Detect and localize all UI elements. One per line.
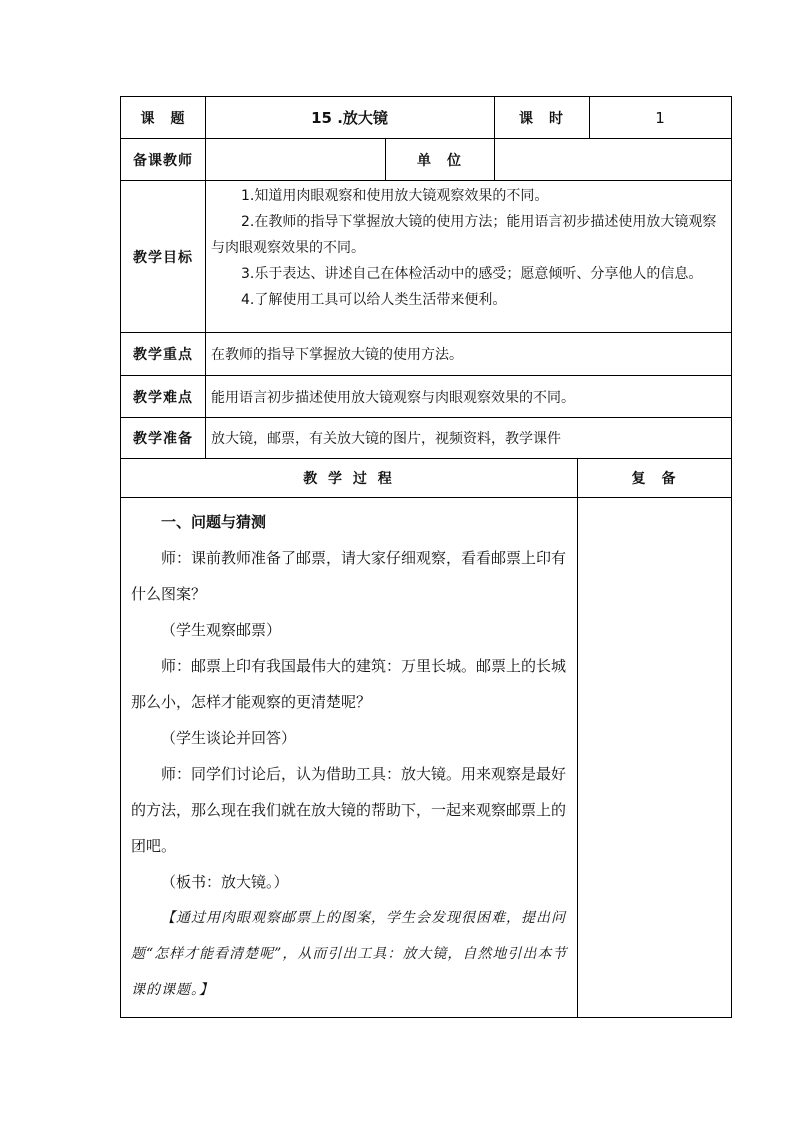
section-title: 一、问题与猜测	[161, 513, 267, 531]
goal-item: 4.了解使用工具可以给人类生活带来便利。	[241, 292, 507, 308]
key-point-value: 在教师的指导下掌握放大镜的使用方法。	[211, 347, 463, 363]
process-header: 教 学 过 程	[303, 471, 395, 487]
process-paragraph: （板书：放大镜。）	[161, 873, 289, 891]
process-paragraph: 师：同学们讨论后，认为借助工具：放大镜。用来观察是最好的方法，那么现在我们就在放大镜的帮助下，一起来观察邮票上的团吧。	[131, 765, 567, 855]
goal-item: 2.在教师的指导下掌握放大镜的使用方法；能用语言初步描述使用放大镜观察与肉眼观察效果的不同。	[211, 214, 717, 256]
topic-row	[120, 96, 732, 139]
unit-value	[494, 139, 731, 180]
preparation-label: 教学准备	[133, 431, 193, 447]
goals-label: 教学目标	[133, 249, 193, 266]
process-header-row	[120, 458, 732, 498]
review-column	[577, 498, 731, 1017]
topic-value: 15 .放大镜	[311, 109, 388, 127]
preparation-row	[120, 417, 732, 459]
process-paragraph: 师：邮票上印有我国最伟大的建筑：万里长城。邮票上的长城那么小，怎样才能观察的更清楚呢？	[131, 657, 567, 711]
goal-item: 1.知道用肉眼观察和使用放大镜观察效果的不同。	[241, 188, 549, 204]
process-body-row	[120, 497, 732, 1018]
difficulty-value: 能用语言初步描述使用放大镜观察与肉眼观察效果的不同。	[211, 389, 575, 406]
difficulty-row	[120, 375, 732, 418]
period-value: 1	[655, 108, 665, 127]
process-content	[121, 498, 577, 1017]
process-paragraph: （学生谈论并回答）	[161, 729, 297, 747]
unit-label: 单 位	[417, 152, 462, 169]
difficulty-label: 教学难点	[133, 389, 193, 406]
review-header: 复 备	[631, 471, 677, 487]
period-label: 课 时	[519, 110, 564, 127]
goals-row	[120, 180, 732, 333]
goal-item: 3.乐于表达、讲述自己在体检活动中的感受；愿意倾听、分享他人的信息。	[241, 266, 703, 282]
goals-list	[205, 181, 731, 332]
key-point-label: 教学重点	[133, 347, 193, 363]
process-paragraph: （学生观察邮票）	[161, 621, 282, 639]
preparation-value: 放大镜，邮票，有关放大镜的图片，视频资料，教学课件	[211, 431, 561, 447]
topic-label: 课 题	[140, 110, 186, 127]
teacher-value	[205, 139, 385, 180]
process-paragraph: 师：课前教师准备了邮票，请大家仔细观察，看看邮票上印有什么图案？	[131, 549, 567, 603]
teacher-label: 备课教师	[133, 152, 193, 169]
key-point-row	[120, 332, 732, 376]
design-note: 【通过用肉眼观察邮票上的图案，学生会发现很困难，提出问题“怎样才能看清楚呢”，从而引出工具：放大镜，自然地引出本节课的课题。】	[131, 910, 568, 998]
teacher-row	[120, 138, 732, 181]
